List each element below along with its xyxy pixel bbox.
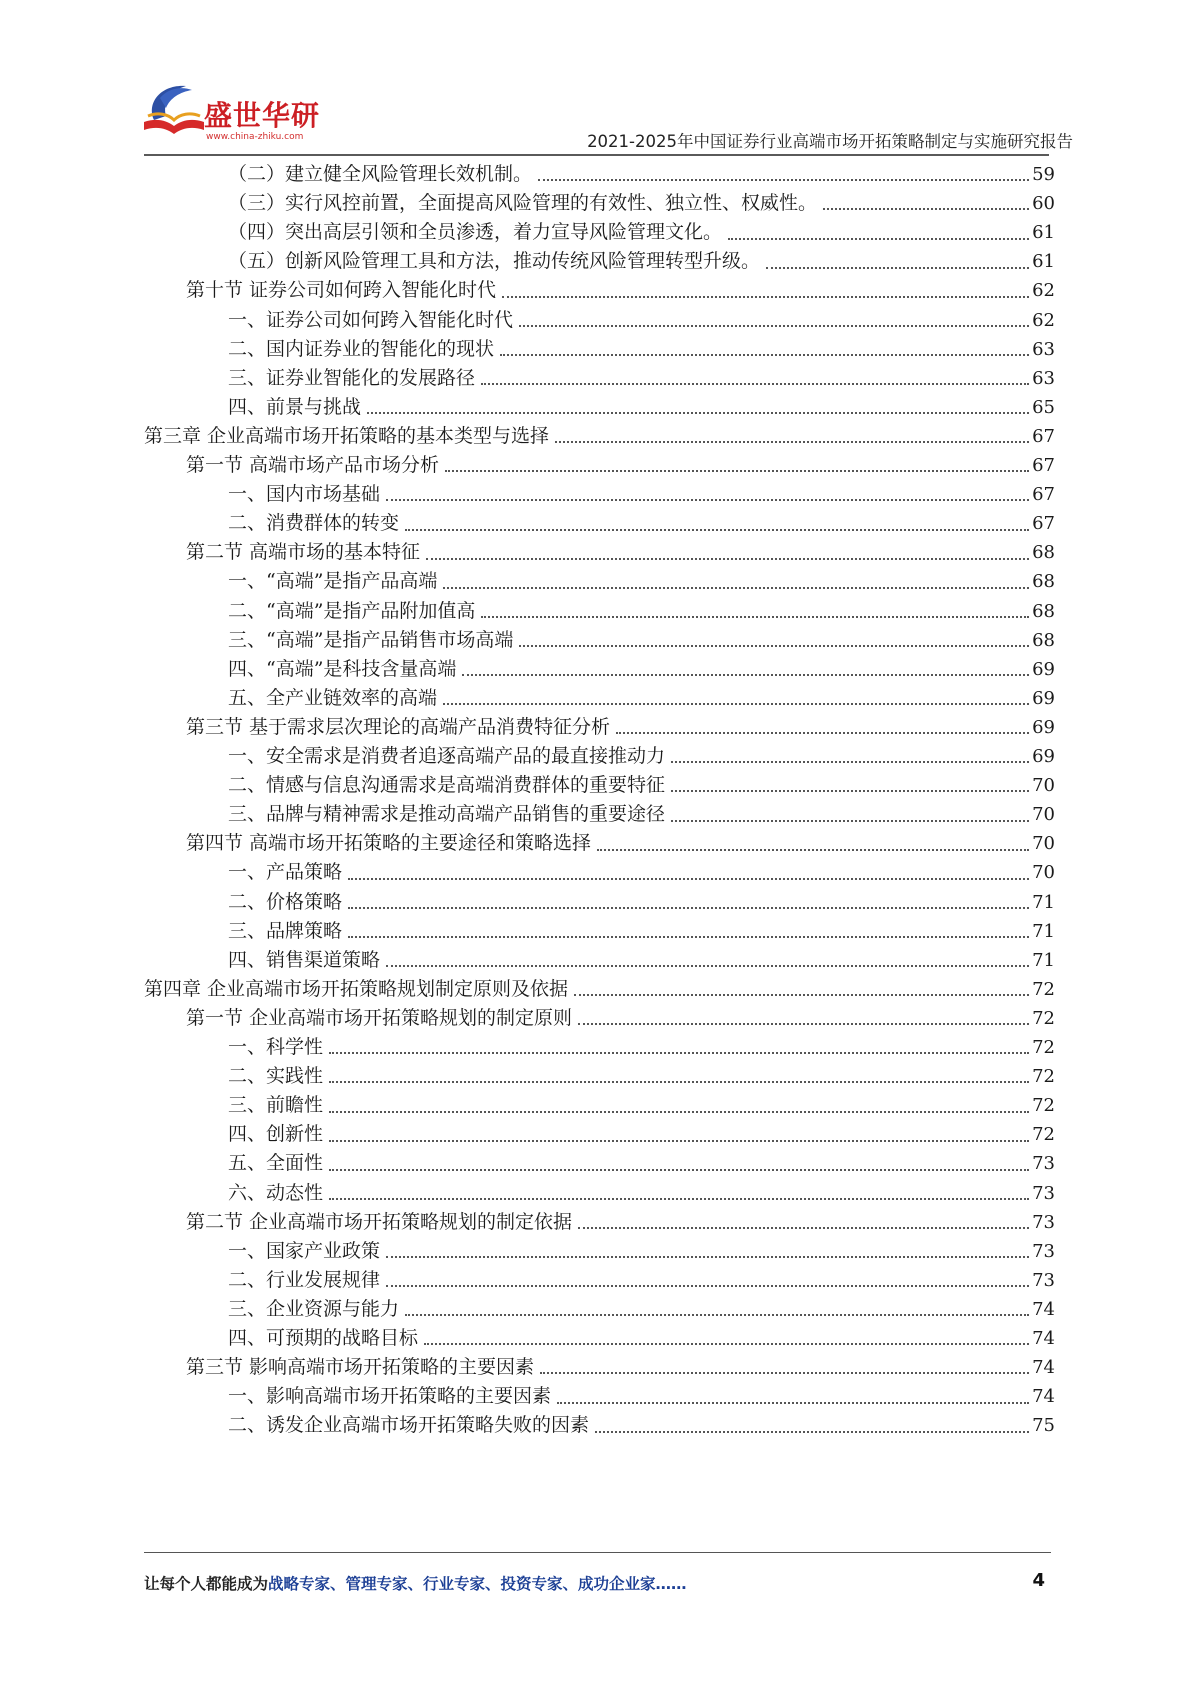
toc-entry-page: 70	[1032, 775, 1055, 797]
toc-entry-page: 72	[1032, 1007, 1055, 1029]
toc-leader-dots	[502, 295, 1029, 298]
toc-entry-label: 第十节 证券公司如何跨入智能化时代	[186, 279, 497, 302]
toc-entry[interactable]	[228, 596, 1055, 627]
toc-entry-page: 59	[1032, 164, 1055, 185]
toc-entry-label: 四、销售渠道策略	[228, 948, 381, 971]
toc-entry-label: 一、安全需求是消费者追逐高端产品的最直接推动力	[228, 745, 666, 767]
toc-entry-page: 72	[1032, 1095, 1055, 1117]
toc-leader-dots	[766, 266, 1029, 269]
toc-leader-dots	[386, 1284, 1029, 1287]
toc-entry-page: 69	[1032, 716, 1055, 738]
toc-entry-label: 二、消费群体的转变	[228, 512, 400, 535]
toc-entry-label: 三、证券业智能化的发展路径	[228, 366, 476, 389]
toc-entry-label: 三、品牌与精神需求是推动高端产品销售的重要途径	[228, 803, 666, 826]
toc-entry-label: 二、情感与信息沟通需求是高端消费群体的重要特征	[228, 774, 666, 797]
toc-entry-label: （三）实行风控前置，全面提高风险管理的有效性、独立性、权威性。	[228, 192, 818, 215]
toc-leader-dots	[671, 760, 1029, 763]
toc-entry-label: 二、国内证券业的智能化的现状	[228, 337, 495, 360]
slogan-highlight: 战略专家、管理专家、行业专家、投资专家、成功企业家……	[268, 1575, 687, 1593]
toc-entry[interactable]	[228, 363, 1055, 394]
toc-entry-page: 62	[1032, 280, 1055, 302]
toc-entry-label: 三、企业资源与能力	[228, 1297, 400, 1320]
toc-entry-label: 五、全面性	[228, 1152, 324, 1175]
toc-leader-dots	[443, 586, 1029, 589]
toc-entry-label: 第一节 高端市场产品市场分析	[186, 454, 440, 476]
toc-leader-dots	[386, 498, 1029, 501]
toc-leader-dots	[367, 411, 1029, 414]
toc-entry-page: 72	[1032, 978, 1055, 1000]
toc-entry-page: 72	[1032, 1037, 1055, 1058]
toc-entry-page: 63	[1032, 338, 1055, 360]
toc-entry[interactable]	[228, 887, 1055, 918]
toc-entry-page: 73	[1032, 1153, 1055, 1175]
toc-leader-dots	[405, 528, 1029, 531]
toc-leader-dots	[555, 440, 1029, 443]
toc-entry-label: 第二节 企业高端市场开拓策略规划的制定依据	[186, 1210, 573, 1233]
toc-leader-dots	[329, 1139, 1029, 1142]
toc-leader-dots	[481, 382, 1029, 385]
toc-entry-label: 四、前景与挑战	[228, 395, 362, 418]
toc-leader-dots	[616, 731, 1029, 734]
toc-entry[interactable]	[186, 1003, 1055, 1034]
toc-entry[interactable]	[228, 945, 1055, 976]
toc-entry[interactable]	[228, 246, 1055, 277]
toc-entry-page: 70	[1032, 862, 1055, 884]
toc-leader-dots	[386, 1255, 1029, 1258]
toc-entry-label: 三、品牌策略	[228, 919, 343, 942]
toc-entry-page: 68	[1032, 542, 1055, 564]
toc-leader-dots	[557, 1401, 1029, 1404]
toc-leader-dots	[424, 1342, 1029, 1345]
toc-leader-dots	[578, 1226, 1029, 1229]
toc-entry[interactable]	[228, 1381, 1055, 1412]
toc-entry-label: 第一节 企业高端市场开拓策略规划的制定原则	[186, 1006, 573, 1029]
toc-leader-dots	[671, 789, 1029, 792]
toc-entry-label: 第二节 高端市场的基本特征	[186, 541, 421, 564]
toc-entry[interactable]	[186, 275, 1055, 306]
toc-entry-page: 74	[1032, 1298, 1055, 1320]
toc-entry-label: 一、科学性	[228, 1036, 324, 1058]
toc-entry[interactable]	[228, 1323, 1055, 1354]
toc-entry-page: 67	[1032, 484, 1055, 506]
toc-entry-page: 67	[1032, 513, 1055, 535]
toc-entry-page: 71	[1032, 891, 1055, 913]
toc-entry[interactable]	[186, 1352, 1055, 1383]
toc-entry-page: 73	[1032, 1240, 1055, 1262]
toc-entry-page: 72	[1032, 1124, 1055, 1146]
toc-entry-page: 70	[1032, 804, 1055, 826]
toc-entry[interactable]	[228, 799, 1055, 830]
toc-entry[interactable]	[228, 857, 1055, 888]
toc-entry[interactable]	[144, 974, 1055, 1005]
toc-entry-page: 65	[1032, 396, 1055, 418]
toc-entry[interactable]	[228, 625, 1055, 656]
toc-entry[interactable]	[228, 159, 1055, 190]
logo-url: www.china-zhiku.com	[206, 132, 304, 142]
toc-entry-page: 73	[1032, 1269, 1055, 1291]
toc-entry-page: 69	[1032, 687, 1055, 709]
toc-entry[interactable]	[228, 916, 1055, 947]
toc-entry[interactable]	[186, 1207, 1055, 1238]
toc-leader-dots	[426, 557, 1029, 560]
toc-entry[interactable]	[228, 392, 1055, 423]
toc-entry[interactable]	[228, 770, 1055, 801]
toc-entry-page: 74	[1032, 1328, 1055, 1349]
toc-entry-page: 63	[1032, 367, 1055, 389]
toc-leader-dots	[595, 1430, 1029, 1433]
toc-leader-dots	[728, 237, 1029, 240]
toc-entry[interactable]	[228, 1294, 1055, 1325]
toc-entry-page: 61	[1032, 251, 1055, 273]
toc-entry-page: 69	[1032, 746, 1055, 767]
toc-leader-dots	[329, 1051, 1029, 1054]
toc-entry[interactable]	[228, 1236, 1055, 1267]
toc-leader-dots	[348, 935, 1029, 938]
report-title: 2021-2025年中国证券行业高端市场开拓策略制定与实施研究报告	[587, 132, 1073, 151]
toc-leader-dots	[329, 1110, 1029, 1113]
toc-entry-label: 第三节 影响高端市场开拓策略的主要因素	[186, 1356, 535, 1379]
toc-leader-dots	[540, 1371, 1029, 1374]
toc-entry[interactable]	[228, 217, 1055, 248]
header-divider	[144, 154, 1049, 156]
toc-entry-label: 六、动态性	[228, 1181, 324, 1204]
toc-entry[interactable]	[228, 1032, 1055, 1063]
toc-entry-page: 67	[1032, 455, 1055, 476]
toc-entry[interactable]	[228, 479, 1055, 510]
toc-leader-dots	[481, 615, 1029, 618]
toc-leader-dots	[574, 993, 1029, 996]
company-logo	[140, 80, 320, 150]
toc-leader-dots	[519, 324, 1029, 327]
toc-entry[interactable]	[144, 421, 1055, 452]
toc-entry[interactable]	[228, 508, 1055, 539]
toc-entry-label: 一、国家产业政策	[228, 1239, 381, 1262]
toc-entry[interactable]	[228, 1265, 1055, 1296]
toc-entry[interactable]	[228, 1119, 1055, 1150]
toc-entry-label: 第三章 企业高端市场开拓策略的基本类型与选择	[144, 424, 550, 447]
toc-entry[interactable]	[228, 334, 1055, 365]
book-swoosh-logo-icon	[140, 80, 210, 144]
toc-leader-dots	[329, 1080, 1029, 1083]
toc-entry-label: 二、行业发展规律	[228, 1268, 381, 1291]
toc-leader-dots	[386, 964, 1029, 967]
toc-leader-dots	[329, 1197, 1029, 1200]
toc-entry-label: 一、“高端”是指产品高端	[228, 570, 438, 593]
toc-entry-page: 74	[1032, 1357, 1055, 1379]
toc-entry-page: 62	[1032, 309, 1055, 331]
toc-entry-label: 四、创新性	[228, 1123, 324, 1146]
toc-entry[interactable]	[228, 1090, 1055, 1121]
toc-entry-page: 71	[1032, 920, 1055, 942]
toc-entry-page: 73	[1032, 1211, 1055, 1233]
slogan-lead: 让每个人都能成为	[144, 1575, 269, 1593]
toc-entry[interactable]	[186, 537, 1055, 568]
toc-entry-label: 四、可预期的战略目标	[228, 1327, 419, 1349]
toc-entry[interactable]	[228, 566, 1055, 597]
toc-leader-dots	[578, 1022, 1029, 1025]
toc-entry-page: 69	[1032, 658, 1055, 680]
toc-entry-page: 68	[1032, 600, 1055, 622]
toc-entry-label: （五）创新风险管理工具和方法，推动传统风险管理转型升级。	[228, 250, 761, 273]
toc-entry[interactable]	[186, 828, 1055, 859]
toc-entry-label: 一、证券公司如何跨入智能化时代	[228, 308, 514, 331]
toc-entry-label: 二、“高端”是指产品附加值高	[228, 599, 476, 622]
toc-entry-label: 一、影响高端市场开拓策略的主要因素	[228, 1385, 552, 1408]
toc-leader-dots	[823, 207, 1029, 210]
toc-entry-page: 70	[1032, 833, 1055, 855]
toc-entry-page: 61	[1032, 222, 1055, 244]
toc-entry-label: 一、产品策略	[228, 861, 343, 884]
footer-divider	[144, 1552, 1051, 1553]
toc-leader-dots	[329, 1168, 1029, 1171]
toc-entry-label: （四）突出高层引领和全员渗透，着力宣导风险管理文化。	[228, 221, 723, 244]
toc-entry-page: 67	[1032, 425, 1055, 447]
toc-entry[interactable]	[228, 741, 1055, 772]
toc-leader-dots	[671, 819, 1029, 822]
toc-leader-dots	[445, 469, 1029, 472]
toc-leader-dots	[405, 1313, 1029, 1316]
toc-entry-label: 四、“高端”是科技含量高端	[228, 657, 457, 680]
toc-entry-label: 一、国内市场基础	[228, 483, 381, 506]
toc-entry[interactable]	[228, 1410, 1055, 1441]
toc-entry-page: 72	[1032, 1066, 1055, 1088]
toc-entry-label: 第四章 企业高端市场开拓策略规划制定原则及依据	[144, 977, 569, 1000]
toc-entry[interactable]	[228, 683, 1055, 714]
page-header	[0, 0, 1191, 150]
toc-entry[interactable]	[186, 450, 1055, 481]
toc-entry[interactable]	[228, 1178, 1055, 1209]
toc-entry-label: （二）建立健全风险管理长效机制。	[228, 163, 533, 185]
toc-entry[interactable]	[228, 188, 1055, 219]
toc-entry-page: 68	[1032, 571, 1055, 593]
toc-leader-dots	[348, 906, 1029, 909]
toc-entry-label: 二、诱发企业高端市场开拓策略失败的因素	[228, 1414, 590, 1437]
toc-leader-dots	[597, 848, 1029, 851]
toc-entry[interactable]	[186, 712, 1055, 743]
toc-leader-dots	[443, 702, 1029, 705]
toc-entry-label: 五、全产业链效率的高端	[228, 686, 438, 709]
toc-entry-page: 73	[1032, 1182, 1055, 1204]
toc-leader-dots	[519, 644, 1029, 647]
toc-entry-page: 75	[1032, 1415, 1055, 1437]
toc-entry-page: 60	[1032, 193, 1055, 215]
toc-entry-page: 74	[1032, 1386, 1055, 1408]
toc-entry[interactable]	[228, 305, 1055, 336]
toc-entry-label: 三、“高端”是指产品销售市场高端	[228, 628, 514, 651]
toc-entry[interactable]	[228, 654, 1055, 685]
page-number: 4	[1032, 1570, 1045, 1591]
footer-slogan	[144, 1572, 687, 1594]
toc-entry-page: 71	[1032, 949, 1055, 971]
toc-entry[interactable]	[228, 1061, 1055, 1092]
toc-leader-dots	[500, 353, 1029, 356]
toc-entry-page: 68	[1032, 629, 1055, 651]
toc-leader-dots	[348, 877, 1029, 880]
logo-name: 盛世华研	[204, 99, 321, 132]
toc-entry[interactable]	[228, 1148, 1055, 1179]
toc-entry-label: 第四节 高端市场开拓策略的主要途径和策略选择	[186, 832, 592, 855]
toc-entry-label: 三、前瞻性	[228, 1094, 324, 1117]
toc-entry-label: 二、实践性	[228, 1065, 324, 1088]
toc-entry-label: 二、价格策略	[228, 890, 343, 913]
toc-leader-dots	[538, 178, 1029, 181]
toc-leader-dots	[462, 673, 1029, 676]
toc-entry-label: 第三节 基于需求层次理论的高端产品消费特征分析	[186, 715, 611, 738]
